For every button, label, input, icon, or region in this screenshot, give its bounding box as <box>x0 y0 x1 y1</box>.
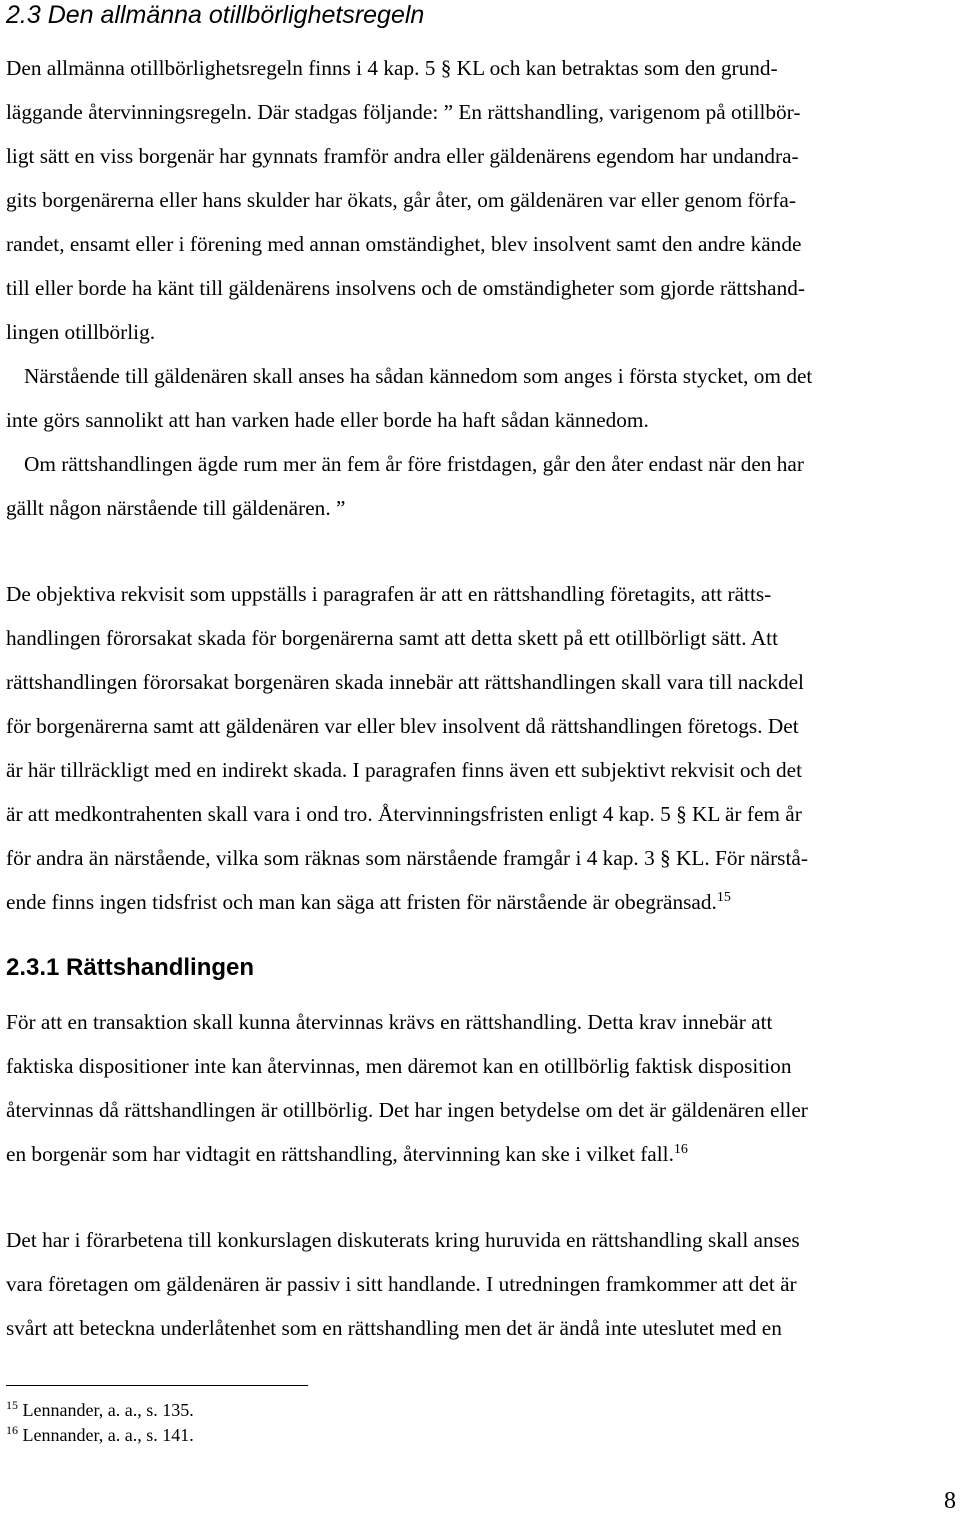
text-line: handlingen förorsakat skada för borgenärerna samt att detta skett på ett otillbörligt sätt. Att <box>6 626 778 650</box>
text-line <box>6 880 731 924</box>
text-line: vara företagen om gäldenären är passiv i sitt handlande. I utredningen framkommer att det är <box>6 1272 797 1296</box>
text-line: Den allmänna otillbörlighetsregeln finns i 4 kap. 5 § KL och kan betraktas som den grund- <box>6 56 778 80</box>
text-line: Det har i förarbetena till konkurslagen diskuterats kring huruvida en rättshandling skall anses <box>6 1228 800 1252</box>
footnote-text: Lennander, a. a., s. 141. <box>22 1425 194 1445</box>
footnote-divider <box>6 1385 308 1386</box>
text-line: inte görs sannolikt att han varken hade eller borde ha haft sådan kännedom. <box>6 408 649 432</box>
text-line: Om rättshandlingen ägde rum mer än fem år före fristdagen, går den åter endast när den har <box>24 452 804 476</box>
text-line: svårt att beteckna underlåtenhet som en rättshandling men det är ändå inte uteslutet med en <box>6 1316 782 1340</box>
text-line: ligt sätt en viss borgenär har gynnats framför andra eller gäldenärens egendom har undandra- <box>6 144 799 168</box>
footnote-ref-16[interactable]: 16 <box>673 1142 688 1157</box>
subsection-heading: 2.3.1 Rättshandlingen <box>6 954 255 981</box>
text-line: gällt någon närstående till gäldenären. ” <box>6 496 346 520</box>
text-line: läggande återvinningsregeln. Där stadgas följande: ” En rättshandling, varigenom på otillbör- <box>6 100 801 124</box>
text-line: randet, ensamt eller i förening med annan omständighet, blev insolvent samt den andre kände <box>6 232 802 256</box>
text-line: gits borgenärerna eller hans skulder har ökats, går åter, om gäldenären var eller genom förfa- <box>6 188 796 212</box>
text-line: återvinnas då rättshandlingen är otillbörlig. Det har ingen betydelse om det är gäldenären eller <box>6 1098 808 1122</box>
text-line: faktiska dispositioner inte kan återvinnas, men däremot kan en otillbörlig faktisk disposition <box>6 1054 792 1078</box>
section-heading: 2.3 Den allmänna otillbörlighetsregeln <box>6 1 425 29</box>
text-line: för borgenärerna samt att gäldenären var eller blev insolvent då rättshandlingen företogs. Det <box>6 714 799 738</box>
text-line: för andra än närstående, vilka som räknas som närstående framgår i 4 kap. 3 § KL. För närstå- <box>6 846 808 870</box>
page-number: 8 <box>944 1488 956 1514</box>
footnote-number: 16 <box>6 1423 18 1437</box>
text-line-body: en borgenär som har vidtagit en rättshandling, återvinning kan ske i vilket fall. <box>6 1142 674 1166</box>
footnote <box>6 1424 194 1446</box>
text-line: De objektiva rekvisit som uppställs i paragrafen är att en rättshandling företagits, att rätts- <box>6 582 772 606</box>
footnote-number: 15 <box>6 1398 18 1412</box>
text-line: är att medkontrahenten skall vara i ond tro. Återvinningsfristen enligt 4 kap. 5 § KL är fem år <box>6 802 802 826</box>
text-line: rättshandlingen förorsakat borgenären skada innebär att rättshandlingen skall vara till nackdel <box>6 670 804 694</box>
text-line: till eller borde ha känt till gäldenärens insolvens och de omständigheter som gjorde rättshand- <box>6 276 806 300</box>
text-line-body: ende finns ingen tidsfrist och man kan säga att fristen för närstående är obegränsad. <box>6 890 717 914</box>
footnote-text: Lennander, a. a., s. 135. <box>22 1400 194 1420</box>
text-line <box>6 1132 688 1176</box>
text-line: För att en transaktion skall kunna återvinnas krävs en rättshandling. Detta krav innebär att <box>6 1010 773 1034</box>
text-line: Närstående till gäldenären skall anses ha sådan kännedom som anges i första stycket, om det <box>24 364 813 388</box>
text-line: är här tillräckligt med en indirekt skada. I paragrafen finns även ett subjektivt rekvisit och det <box>6 758 802 782</box>
footnote <box>6 1399 194 1421</box>
footnote-ref-15[interactable]: 15 <box>716 890 731 905</box>
text-line: lingen otillbörlig. <box>6 320 156 344</box>
